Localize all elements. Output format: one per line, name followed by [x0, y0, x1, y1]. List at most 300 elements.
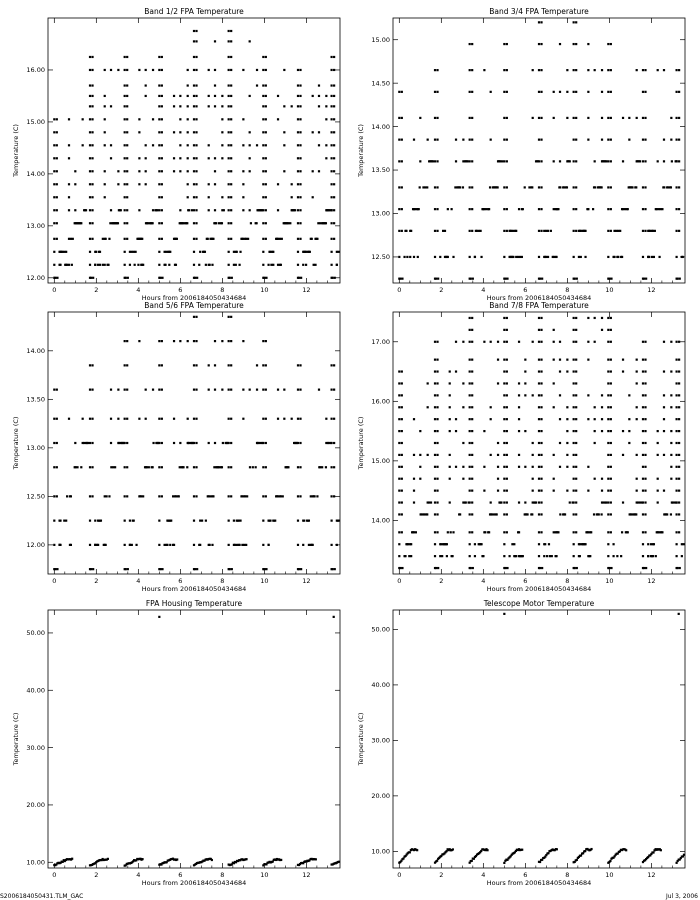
data-point — [242, 196, 244, 198]
data-point — [503, 555, 505, 557]
data-point — [71, 858, 73, 860]
data-point — [221, 131, 223, 133]
data-point — [135, 251, 137, 253]
data-point — [158, 69, 160, 71]
data-point — [643, 278, 645, 280]
data-point — [610, 382, 612, 384]
y-tick-label: 13.50 — [371, 166, 390, 175]
data-point — [506, 490, 508, 492]
data-point — [575, 69, 577, 71]
x-tick-label: 2 — [94, 577, 99, 585]
data-point — [607, 139, 609, 141]
data-point — [430, 501, 432, 503]
x-tick-label: 4 — [136, 871, 141, 879]
data-point — [506, 69, 508, 71]
data-point — [211, 859, 213, 861]
data-point — [553, 406, 555, 408]
data-point — [503, 406, 505, 408]
data-point — [445, 850, 447, 852]
data-point — [607, 359, 609, 361]
chart-title: FPA Housing Temperature — [145, 599, 243, 608]
data-point — [489, 186, 491, 188]
data-point — [636, 478, 638, 480]
data-point — [575, 394, 577, 396]
data-point — [333, 222, 335, 224]
data-point — [228, 69, 230, 71]
data-point — [403, 256, 405, 258]
data-point — [230, 69, 232, 71]
data-point — [506, 442, 508, 444]
data-point — [124, 466, 126, 468]
data-point — [129, 544, 131, 546]
data-point — [332, 277, 334, 279]
data-point — [540, 418, 542, 420]
data-point — [283, 418, 285, 420]
data-point — [670, 430, 672, 432]
data-point — [607, 382, 609, 384]
data-point — [598, 513, 600, 515]
data-point — [675, 513, 677, 515]
y-tick-label: 12.00 — [26, 274, 45, 283]
data-point — [607, 341, 609, 343]
data-point — [609, 860, 611, 862]
data-point — [518, 531, 520, 533]
data-point — [53, 442, 55, 444]
data-point — [678, 478, 680, 480]
data-point — [469, 208, 471, 210]
data-point — [187, 84, 189, 86]
x-tick-label: 8 — [220, 286, 225, 294]
data-point — [434, 160, 436, 162]
data-point — [230, 144, 232, 146]
data-point — [540, 382, 542, 384]
data-point — [299, 95, 301, 97]
data-point — [607, 555, 609, 557]
data-point — [661, 208, 663, 210]
data-point — [214, 389, 216, 391]
data-point — [297, 157, 299, 159]
data-point — [283, 69, 285, 71]
data-point — [587, 359, 589, 361]
y-tick-label: 30.00 — [371, 736, 390, 745]
data-point — [158, 495, 160, 497]
data-point — [451, 555, 453, 557]
data-point — [663, 69, 665, 71]
data-point — [610, 466, 612, 468]
data-point — [607, 91, 609, 93]
data-point — [607, 454, 609, 456]
data-point — [333, 616, 335, 618]
data-point — [265, 209, 267, 211]
data-point — [316, 238, 318, 240]
data-point — [490, 501, 492, 503]
data-point — [89, 389, 91, 391]
data-point — [469, 359, 471, 361]
data-point — [193, 95, 195, 97]
data-point — [490, 91, 492, 93]
data-point — [58, 264, 60, 266]
data-point — [333, 442, 335, 444]
data-point — [644, 394, 646, 396]
data-point — [426, 186, 428, 188]
data-point — [471, 186, 473, 188]
data-point — [436, 442, 438, 444]
data-point — [299, 118, 301, 120]
data-point — [330, 84, 332, 86]
data-point — [480, 256, 482, 258]
data-point — [332, 568, 334, 570]
data-point — [152, 209, 154, 211]
data-point — [678, 69, 680, 71]
data-point — [627, 208, 629, 210]
data-point — [313, 264, 315, 266]
data-point — [497, 160, 499, 162]
data-point — [622, 430, 624, 432]
data-point — [532, 454, 534, 456]
data-point — [265, 157, 267, 159]
data-point — [195, 238, 197, 240]
data-point — [269, 251, 271, 253]
data-point — [419, 160, 421, 162]
data-point — [297, 84, 299, 86]
data-point — [401, 91, 403, 93]
data-point — [574, 567, 576, 569]
data-point — [415, 531, 417, 533]
data-point — [503, 501, 505, 503]
data-point — [319, 466, 321, 468]
data-point — [91, 238, 93, 240]
data-point — [506, 531, 508, 533]
data-point — [262, 340, 264, 342]
data-point — [446, 543, 448, 545]
data-point — [187, 196, 189, 198]
data-point — [334, 277, 336, 279]
data-point — [575, 91, 577, 93]
data-point — [506, 359, 508, 361]
data-point — [642, 341, 644, 343]
data-point — [161, 118, 163, 120]
data-point — [228, 238, 230, 240]
data-point — [470, 567, 472, 569]
data-point — [80, 466, 82, 468]
data-point — [265, 389, 267, 391]
data-point — [401, 186, 403, 188]
data-point — [159, 568, 161, 570]
data-point — [161, 95, 163, 97]
data-point — [580, 854, 582, 856]
data-point — [250, 222, 252, 224]
data-point — [419, 186, 421, 188]
data-point — [230, 209, 232, 211]
x-tick-label: 0 — [397, 577, 402, 585]
data-point — [195, 95, 197, 97]
data-point — [56, 144, 58, 146]
data-point — [644, 230, 646, 232]
data-point — [138, 170, 140, 172]
data-point — [437, 278, 439, 280]
data-point — [607, 256, 609, 258]
data-point — [678, 466, 680, 468]
data-point — [657, 442, 659, 444]
data-point — [212, 238, 214, 240]
data-point — [675, 69, 677, 71]
data-point — [541, 567, 543, 569]
data-point — [325, 144, 327, 146]
data-point — [312, 95, 314, 97]
data-point — [540, 230, 542, 232]
data-point — [538, 543, 540, 545]
data-point — [66, 264, 68, 266]
data-point — [56, 183, 58, 185]
data-point — [675, 359, 677, 361]
data-point — [333, 157, 335, 159]
data-point — [434, 69, 436, 71]
data-point — [573, 466, 575, 468]
data-point — [297, 364, 299, 366]
data-point — [179, 105, 181, 107]
x-tick-label: 8 — [220, 577, 225, 585]
data-point — [540, 531, 542, 533]
data-point — [229, 277, 231, 279]
data-point — [209, 264, 211, 266]
data-point — [471, 329, 473, 331]
data-point — [469, 466, 471, 468]
data-point — [559, 466, 561, 468]
data-point — [587, 139, 589, 141]
data-point — [104, 144, 106, 146]
data-point — [158, 238, 160, 240]
data-point — [644, 160, 646, 162]
data-point — [215, 222, 217, 224]
data-point — [208, 144, 210, 146]
data-point — [447, 208, 449, 210]
data-point — [299, 222, 301, 224]
data-point — [497, 454, 499, 456]
data-point — [195, 56, 197, 58]
data-point — [538, 359, 540, 361]
data-point — [436, 160, 438, 162]
data-point — [56, 118, 58, 120]
data-point — [594, 418, 596, 420]
data-point — [575, 382, 577, 384]
data-point — [471, 117, 473, 119]
data-point — [56, 238, 58, 240]
data-point — [418, 208, 420, 210]
data-point — [408, 555, 410, 557]
data-point — [126, 170, 128, 172]
data-point — [325, 209, 327, 211]
data-point — [56, 568, 58, 570]
data-point — [636, 370, 638, 372]
data-point — [540, 21, 542, 23]
data-point — [499, 160, 501, 162]
data-point — [472, 567, 474, 569]
data-point — [299, 131, 301, 133]
data-point — [643, 567, 645, 569]
data-point — [506, 406, 508, 408]
data-point — [469, 531, 471, 533]
data-point — [312, 544, 314, 546]
data-point — [610, 208, 612, 210]
data-point — [333, 56, 335, 58]
data-point — [398, 555, 400, 557]
data-point — [656, 208, 658, 210]
data-point — [124, 238, 126, 240]
data-point — [654, 230, 656, 232]
data-point — [193, 157, 195, 159]
data-point — [524, 382, 526, 384]
data-point — [133, 251, 135, 253]
data-point — [89, 442, 91, 444]
data-point — [124, 418, 126, 420]
data-point — [299, 466, 301, 468]
data-point — [451, 208, 453, 210]
data-point — [469, 478, 471, 480]
data-point — [297, 170, 299, 172]
data-point — [63, 251, 65, 253]
data-point — [230, 316, 232, 318]
data-point — [262, 157, 264, 159]
data-point — [436, 394, 438, 396]
data-point — [230, 131, 232, 133]
data-point — [127, 568, 129, 570]
data-point — [483, 208, 485, 210]
data-point — [165, 251, 167, 253]
data-point — [434, 555, 436, 557]
data-point — [503, 370, 505, 372]
data-point — [252, 466, 254, 468]
data-point — [91, 418, 93, 420]
data-point — [557, 208, 559, 210]
data-point — [161, 131, 163, 133]
data-point — [231, 568, 233, 570]
data-point — [265, 238, 267, 240]
data-point — [59, 520, 61, 522]
data-point — [262, 69, 264, 71]
data-point — [670, 341, 672, 343]
data-point — [398, 501, 400, 503]
data-point — [138, 157, 140, 159]
data-point — [503, 256, 505, 258]
data-point — [622, 160, 624, 162]
data-point — [163, 251, 165, 253]
data-point — [524, 370, 526, 372]
data-point — [398, 117, 400, 119]
data-point — [607, 430, 609, 432]
data-point — [242, 118, 244, 120]
data-point — [166, 544, 168, 546]
y-tick-label: 13.00 — [26, 444, 45, 453]
data-point — [110, 466, 112, 468]
data-point — [53, 238, 55, 240]
y-tick-label: 16.00 — [26, 66, 45, 75]
data-point — [459, 513, 461, 515]
data-point — [644, 513, 646, 515]
data-point — [291, 105, 293, 107]
data-point — [330, 144, 332, 146]
data-point — [532, 442, 534, 444]
data-point — [249, 40, 251, 42]
data-point — [277, 418, 279, 420]
data-point — [186, 222, 188, 224]
data-point — [53, 520, 55, 522]
data-point — [398, 442, 400, 444]
data-point — [672, 501, 674, 503]
data-point — [242, 340, 244, 342]
y-tick-label: 15.00 — [371, 35, 390, 44]
data-point — [559, 513, 561, 515]
data-point — [195, 118, 197, 120]
data-point — [117, 170, 119, 172]
data-point — [110, 209, 112, 211]
data-point — [642, 230, 644, 232]
data-point — [423, 513, 425, 515]
data-point — [644, 359, 646, 361]
data-point — [515, 230, 517, 232]
x-axis-label: Hours from 2006184050434684 — [141, 294, 247, 302]
data-point — [538, 160, 540, 162]
data-point — [63, 520, 65, 522]
data-point — [532, 69, 534, 71]
data-point — [318, 170, 320, 172]
x-tick-label: 4 — [481, 286, 486, 294]
data-point — [124, 495, 126, 497]
data-point — [647, 256, 649, 258]
data-point — [401, 370, 403, 372]
data-point — [56, 389, 58, 391]
data-point — [627, 531, 629, 533]
data-point — [211, 264, 213, 266]
data-point — [636, 117, 638, 119]
data-point — [440, 543, 442, 545]
data-point — [299, 157, 301, 159]
data-point — [601, 418, 603, 420]
data-point — [53, 118, 55, 120]
chart-panel-4 — [357, 301, 685, 593]
data-point — [469, 69, 471, 71]
data-point — [446, 555, 448, 557]
data-point — [559, 394, 561, 396]
data-point — [675, 341, 677, 343]
data-point — [196, 568, 198, 570]
data-point — [474, 543, 476, 545]
x-tick-label: 12 — [302, 286, 311, 294]
data-point — [413, 531, 415, 533]
data-point — [573, 230, 575, 232]
data-point — [398, 256, 400, 258]
data-point — [434, 370, 436, 372]
data-point — [642, 69, 644, 71]
data-point — [575, 317, 577, 319]
x-tick-label: 0 — [397, 871, 402, 879]
data-point — [124, 209, 126, 211]
data-point — [124, 183, 126, 185]
data-point — [573, 329, 575, 331]
data-point — [538, 256, 540, 258]
data-point — [193, 520, 195, 522]
data-point — [239, 251, 241, 253]
data-point — [515, 555, 517, 557]
data-point — [452, 256, 454, 258]
data-point — [330, 264, 332, 266]
data-point — [426, 513, 428, 515]
data-point — [161, 389, 163, 391]
data-point — [610, 160, 612, 162]
x-tick-label: 0 — [52, 871, 57, 879]
data-point — [126, 105, 128, 107]
y-tick-label: 10.00 — [371, 847, 390, 856]
data-point — [298, 568, 300, 570]
